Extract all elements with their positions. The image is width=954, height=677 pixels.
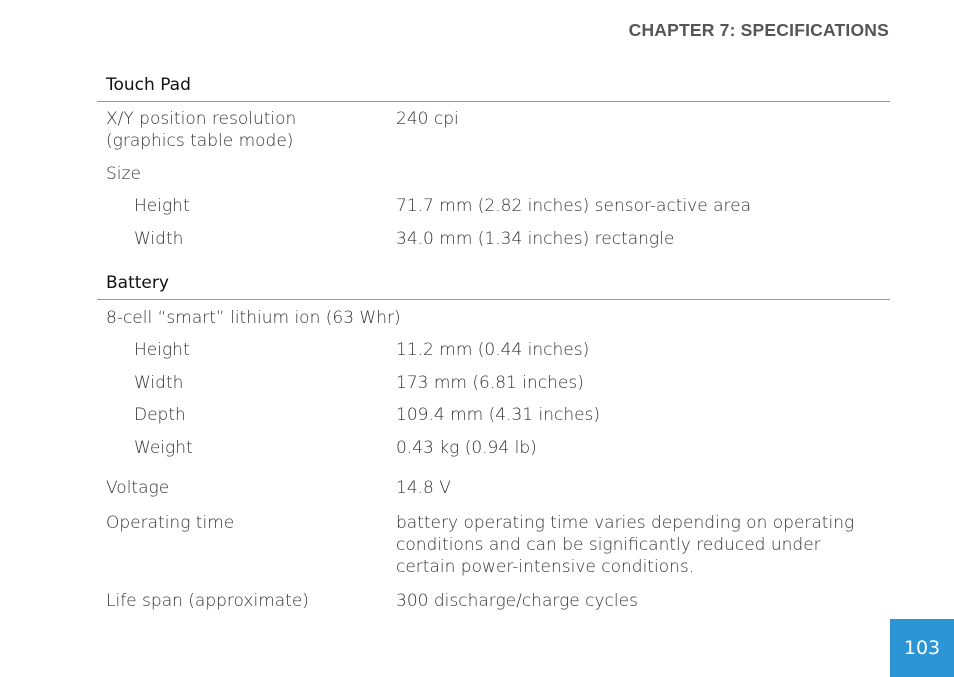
section-divider [97,101,890,102]
spec-label-width: Width [134,373,184,393]
spec-value-height: 11.2 mm (0.44 inches) [396,340,590,360]
spec-label-operating-time: Operating time [106,513,235,533]
spec-label-battery-type: 8-cell “smart” lithium ion (63 Whr) [106,308,401,328]
spec-label-resolution: X/Y position resolution (graphics table mode) [106,109,297,151]
section-title-touchpad: Touch Pad [106,75,191,95]
spec-label-size: Size [106,164,141,184]
spec-label-voltage: Voltage [106,478,170,498]
spec-value-width: 173 mm (6.81 inches) [396,373,584,393]
spec-value-depth: 109.4 mm (4.31 inches) [396,405,601,425]
spec-value-weight: 0.43 kg (0.94 lb) [396,438,537,458]
spec-label-weight: Weight [134,438,193,458]
spec-value-voltage: 14.8 V [396,478,451,498]
section-divider [97,299,890,300]
spec-label-width: Width [134,229,184,249]
section-title-battery: Battery [106,273,169,293]
chapter-heading: CHAPTER 7: SPECIFICATIONS [628,20,889,40]
spec-value-operating-time: battery operating time varies depending on operating conditions and can be significantly reduced under certain power-intensive conditions. [396,513,855,577]
spec-value-life-span: 300 discharge/charge cycles [396,591,638,611]
spec-value-height: 71.7 mm (2.82 inches) sensor-active area [396,196,752,216]
spec-label-height: Height [134,340,190,360]
spec-label-depth: Depth [134,405,186,425]
page-number: 103 [890,619,954,677]
spec-value-resolution: 240 cpi [396,109,459,129]
spec-label-height: Height [134,196,190,216]
spec-label-life-span: Life span (approximate) [106,591,309,611]
spec-value-width: 34.0 mm (1.34 inches) rectangle [396,229,675,249]
